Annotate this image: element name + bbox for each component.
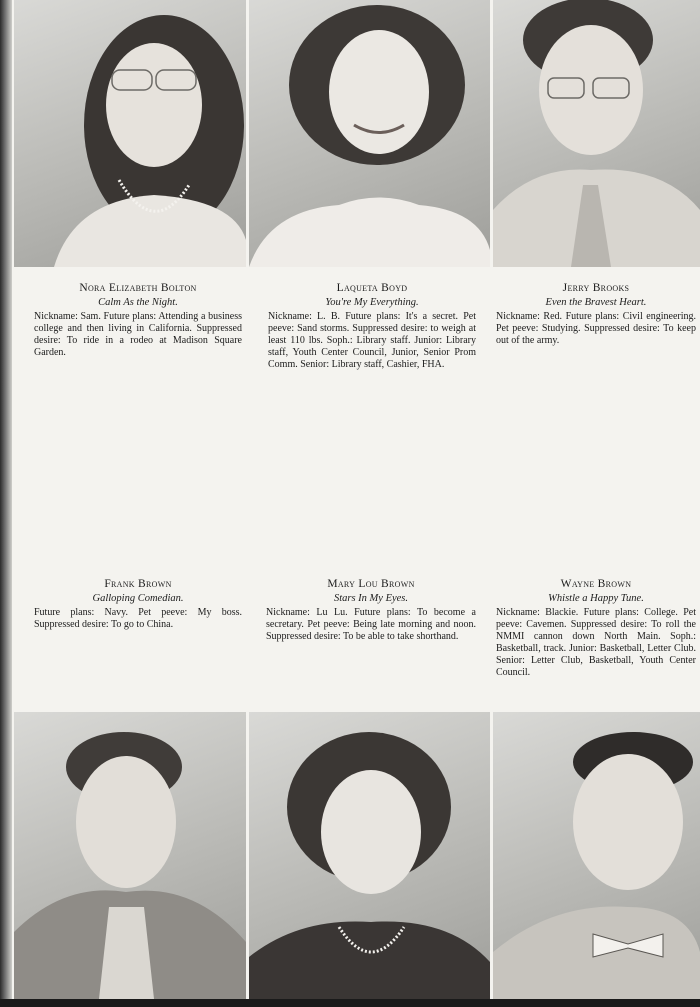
student-name: Nora Elizabeth Bolton — [79, 282, 197, 294]
student-entry-wayne-brown — [496, 578, 696, 679]
portrait-silhouette — [249, 0, 490, 267]
student-bio: Future plans: Navy. Pet peeve: My boss. Suppressed desire: To go to China. — [34, 607, 242, 630]
student-bio: Nickname: Sam. Future plans: Attending a business college and then living in California. Suppressed desire: To ride in a rodeo at Madison Square Garden. — [34, 311, 242, 358]
student-name: Wayne Brown — [560, 578, 632, 590]
student-name: Mary Lou Brown — [327, 578, 415, 590]
portrait-silhouette — [493, 712, 700, 999]
portrait-photo-frank-brown — [14, 712, 246, 999]
student-entry-nora-bolton — [34, 282, 242, 359]
student-motto: Calm As the Night. — [98, 297, 178, 308]
student-motto: Stars In My Eyes. — [333, 593, 409, 604]
student-bio: Nickname: L. B. Future plans: It's a secret. Pet peeve: Sand storms. Suppressed desire: to weigh at least 110 lbs. Soph.: Library staff. Junior: Library staff, Youth Center Council, Junior, Senior Prom Comm. Senior: Library staff, Cashier, FHA. — [268, 311, 476, 370]
student-name: Laqueta Boyd — [336, 282, 408, 294]
portrait-photo-nora-bolton — [14, 0, 246, 267]
student-bio: Nickname: Red. Future plans: Civil engineering. Pet peeve: Studying. Suppressed desire: To keep out of the army. — [496, 311, 696, 346]
student-entry-jerry-brooks — [496, 282, 696, 347]
student-motto: Even the Bravest Heart. — [545, 297, 647, 308]
student-entry-frank-brown — [34, 578, 242, 631]
student-motto: Whistle a Happy Tune. — [548, 593, 644, 604]
portrait-photo-mary-lou-brown — [249, 712, 490, 999]
student-entry-laqueta-boyd — [268, 282, 476, 371]
portrait-silhouette — [493, 0, 700, 267]
student-bio: Nickname: Blackie. Future plans: College. Pet peeve: Cavemen. Suppressed desire: To roll the NMMI cannon down North Main. Soph.: Basketball, track. Junior: Basketball, Letter Club. Senior: Letter Club, Basketball, Youth Center Council. — [496, 607, 696, 678]
portrait-photo-wayne-brown — [493, 712, 700, 999]
student-name: Frank Brown — [104, 578, 172, 590]
student-motto: Galloping Comedian. — [92, 593, 184, 604]
student-entry-mary-lou-brown — [266, 578, 476, 643]
student-bio: Nickname: Lu Lu. Future plans: To become a secretary. Pet peeve: Being late morning and noon. Suppressed desire: To be able to take shorthand. — [266, 607, 476, 642]
student-name: Jerry Brooks — [562, 282, 630, 294]
portrait-photo-laqueta-boyd — [249, 0, 490, 267]
book-binding — [0, 0, 12, 1007]
portrait-photo-jerry-brooks — [493, 0, 700, 267]
portrait-silhouette — [14, 0, 246, 267]
student-motto: You're My Everything. — [325, 297, 419, 308]
portrait-silhouette — [14, 712, 246, 999]
portrait-silhouette — [249, 712, 490, 999]
page-bottom-edge — [0, 999, 700, 1007]
